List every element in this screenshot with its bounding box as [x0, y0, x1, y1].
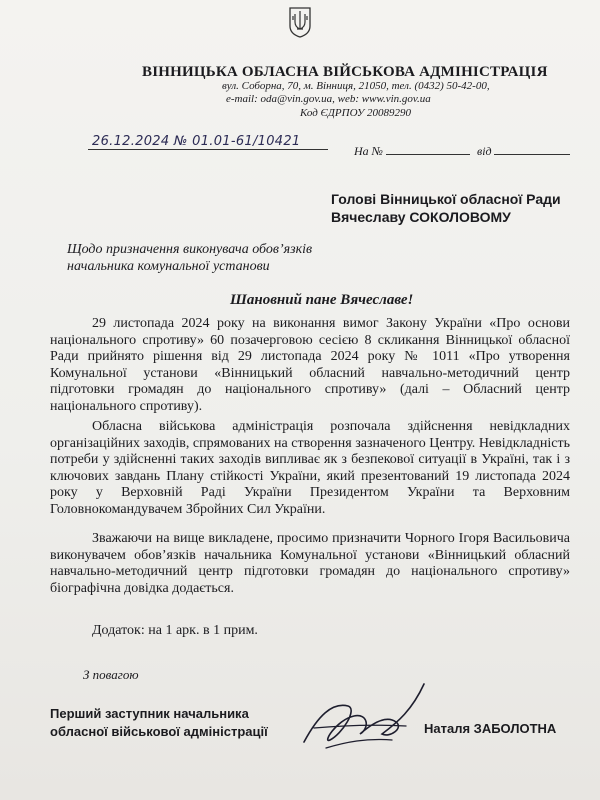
reference-date-line: [494, 154, 570, 155]
reference-date-label: від: [477, 144, 492, 158]
handwritten-signature: [296, 676, 430, 760]
signatory-title-line-2: обласної військової адміністрації: [50, 724, 268, 739]
reference-number-line: [386, 154, 470, 155]
signatory-name: Наталя ЗАБОЛОТНА: [424, 721, 557, 736]
registration-number: 26.12.2024 № 01.01-61/10421: [92, 134, 301, 149]
addressee-title: Голові Вінницької обласної Ради: [331, 191, 561, 207]
edrpou-code: Код ЄДРПОУ 20089290: [300, 107, 412, 119]
subject-line-1: Щодо призначення виконувача обов’язків: [67, 242, 313, 257]
body-paragraph: 29 листопада 2024 року на виконання вимог Закону України «Про основи національного спротиву» 60 позачерговою сесією 8 скликання Вінницької обласної Ради прийнято рішення від 29 листопада 2024 року № 1011 «Про утворення Комунальної установи «Вінницький обласний навчально-методичний центр підготовки громадян до національного спротиву» (далі – Обласний центр національного спротиву).: [50, 316, 570, 414]
salutation: Шановний пане Вячеславе!: [230, 292, 414, 308]
signatory-title-line-1: Перший заступник начальника: [50, 706, 249, 721]
closing-respectfully: З повагою: [83, 667, 139, 682]
organization-address: вул. Соборна, 70, м. Вінниця, 21050, тел. (0432) 50-42-00,: [222, 80, 490, 92]
body-paragraph: Зважаючи на вище викладене, просимо призначити Чорного Ігоря Васильовича виконувачем обов’язків начальника Комунальної установи «Вінницький обласний навчально-методичний центр підготовки громадян до національного спротиву» біографічна довідка додається.: [50, 531, 570, 596]
reference-number-label: На №: [354, 144, 383, 158]
trident-coat-of-arms-icon: [288, 6, 312, 38]
attachment-note: Додаток: на 1 арк. в 1 прим.: [92, 623, 258, 638]
addressee-name: Вячеславу СОКОЛОВОМУ: [331, 209, 511, 225]
organization-name: ВІННИЦЬКА ОБЛАСНА ВІЙСЬКОВА АДМІНІСТРАЦІЯ: [142, 64, 548, 80]
organization-contacts: e-mail: oda@vin.gov.ua, web: www.vin.gov.ua: [226, 93, 431, 105]
registration-underline: [88, 149, 328, 150]
subject-line-2: начальника комунальної установи: [67, 259, 270, 274]
body-paragraph: Обласна військова адміністрація розпочала здійснення невідкладних організаційних заходів, спрямованих на створення зазначеного Центру. Невідкладність потреби у здійсненні таких заходів випливає як з безпекової ситуації в Україні, так і з ключових завдань Плану стійкості України, який презентований 19 листопада 2024 року у Верховній Раді України Президентом України та Верховним Головнокомандувачем Збройних Сил України.: [50, 419, 570, 517]
